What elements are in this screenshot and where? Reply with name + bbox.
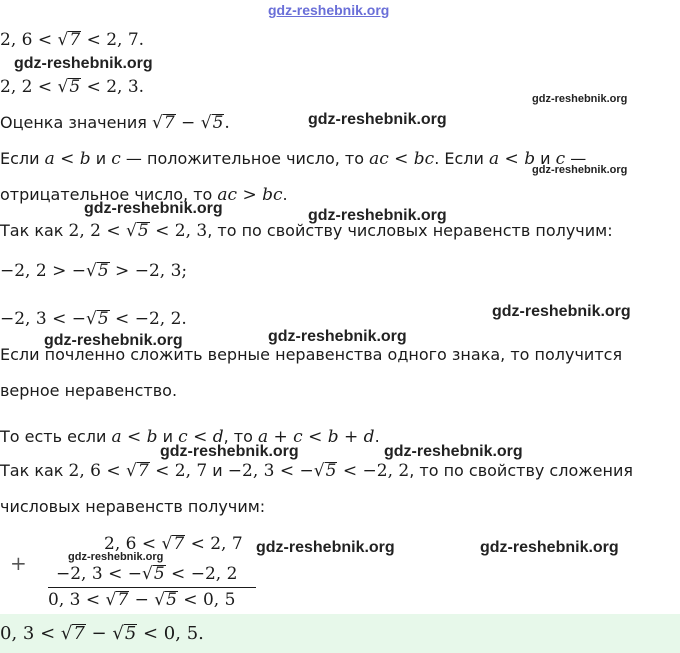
- sum-divider: [48, 587, 256, 588]
- radicand: 7: [117, 590, 129, 610]
- text-part: , то по свойству сложения: [409, 461, 633, 480]
- rule-positive: [0, 149, 586, 169]
- radicand: 5: [325, 461, 337, 481]
- math-part: 2, 6 <: [68, 461, 127, 481]
- sqrt-sign: √: [141, 564, 153, 584]
- watermark: gdz-reshebnik.org: [492, 303, 631, 320]
- sum-row-2: [56, 564, 237, 584]
- sqrt-sign: √: [57, 30, 69, 50]
- expr-part: 2, 2 <: [0, 77, 58, 97]
- sqrt-sign: √: [161, 534, 173, 554]
- radicand: 7: [69, 30, 81, 50]
- watermark-top: gdz-reshebnik.org: [268, 2, 390, 18]
- negated-inequality: [0, 261, 187, 281]
- math-part: a < b: [44, 149, 91, 169]
- radicand: 5: [97, 309, 109, 329]
- radicand: 5: [137, 221, 149, 241]
- expr-part: < −2, 2: [165, 564, 238, 584]
- expr-part: < 2, 7: [185, 534, 243, 554]
- addition-rule-end: верное неравенство.: [0, 381, 178, 400]
- text-part: , то по свойству числовых неравенств получим:: [207, 221, 613, 240]
- math-part: c: [111, 149, 121, 169]
- radicand: 5: [69, 77, 81, 97]
- math-part: ac < bc: [369, 149, 435, 169]
- text-part: и: [535, 149, 556, 168]
- text-part: —: [565, 149, 587, 168]
- watermark: gdz-reshebnik.org: [68, 551, 164, 563]
- text-part: и: [157, 427, 179, 446]
- watermark: gdz-reshebnik.org: [532, 93, 628, 105]
- expr-part: −2, 3 < −: [56, 564, 142, 584]
- expr-part: > −2, 3;: [109, 261, 188, 281]
- reversed-inequality: [0, 309, 187, 329]
- watermark: gdz-reshebnik.org: [308, 111, 447, 128]
- watermark: gdz-reshebnik.org: [480, 539, 619, 556]
- radicand: 5: [166, 590, 177, 610]
- expr-part: < 2, 7.: [81, 30, 145, 50]
- radicand: 7: [163, 113, 175, 133]
- watermark: gdz-reshebnik.org: [84, 200, 223, 217]
- text-part: Оценка значения: [0, 113, 152, 132]
- expr-part: 2, 6 <: [0, 30, 58, 50]
- sqrt-sign: √: [313, 461, 325, 481]
- sqrt-sign: √: [85, 309, 97, 329]
- text-part: — положительное число, то: [120, 149, 370, 168]
- expr-part: −: [175, 113, 201, 133]
- math-part: 2, 2 <: [68, 221, 127, 241]
- sqrt-sign: √: [57, 77, 69, 97]
- expr-part: < 2, 3.: [81, 77, 145, 97]
- expr-part: −: [129, 590, 155, 610]
- watermark: gdz-reshebnik.org: [256, 539, 395, 556]
- sqrt-sign: √: [126, 221, 137, 241]
- math-part: a < b: [489, 149, 536, 169]
- text-part: Так как: [0, 461, 69, 480]
- expr-part: 0, 3 <: [0, 623, 61, 644]
- expr-part: −: [85, 623, 113, 644]
- watermark: gdz-reshebnik.org: [14, 55, 153, 72]
- sum-result: [48, 590, 235, 610]
- sqrt-sign: √: [112, 623, 124, 644]
- watermark: gdz-reshebnik.org: [44, 332, 183, 349]
- math-part: a + c < b + d: [257, 427, 375, 447]
- radicand: 7: [173, 534, 185, 554]
- expr-part: < 0, 5.: [137, 623, 204, 644]
- math-part: c: [555, 149, 566, 169]
- text-part: Если: [0, 149, 45, 168]
- sqrt-sign: √: [200, 113, 212, 133]
- radicand: 5: [97, 261, 109, 281]
- radicand: 7: [73, 623, 85, 644]
- watermark: gdz-reshebnik.org: [160, 443, 299, 460]
- expr-part: < 0, 5: [177, 590, 236, 610]
- sqrt-sign: √: [126, 461, 137, 481]
- math-part: ac > bc: [217, 185, 283, 205]
- watermark: gdz-reshebnik.org: [384, 443, 523, 460]
- we-get: числовых неравенств получим:: [0, 497, 266, 516]
- text-part: .: [374, 427, 380, 446]
- sqrt-sign: √: [85, 261, 97, 281]
- inequality-sqrt7: [0, 30, 144, 50]
- text-part: . Если: [434, 149, 490, 168]
- text-part: и: [207, 461, 228, 480]
- addition-rule: Если почленно сложить верные неравенства одного знака, то получится: [0, 345, 623, 364]
- radicand: 5: [124, 623, 137, 644]
- math-part: a < b: [111, 427, 158, 447]
- since-statement: [0, 221, 613, 241]
- watermark: gdz-reshebnik.org: [532, 164, 628, 176]
- estimate-heading: [0, 113, 230, 133]
- expr-part: 2, 6 <: [104, 534, 162, 554]
- math-part: < 2, 3: [149, 221, 208, 241]
- watermark: gdz-reshebnik.org: [268, 328, 407, 345]
- text-part: отрицательное число, то: [0, 185, 218, 204]
- sqrt-sign: √: [60, 623, 73, 644]
- expr-part: −2, 2 > −: [0, 261, 86, 281]
- text-part: Так как: [0, 221, 69, 240]
- expr-part: < −2, 2.: [109, 309, 187, 329]
- math-part: < −2, 2: [337, 461, 410, 481]
- math-part: c < d: [178, 427, 224, 447]
- expr-part: .: [224, 113, 230, 133]
- math-part: −2, 3 < −: [227, 461, 314, 481]
- final-answer: [0, 623, 204, 644]
- sqrt-sign: √: [151, 113, 163, 133]
- radicand: 7: [137, 461, 149, 481]
- text-part: , то: [223, 427, 258, 446]
- sqrt-sign: √: [105, 590, 117, 610]
- sqrt-sign: √: [154, 590, 166, 610]
- expr-part: −2, 3 < −: [0, 309, 86, 329]
- radicand: 5: [212, 113, 224, 133]
- plus-sign: +: [10, 551, 27, 575]
- since-statement-2: [0, 461, 633, 481]
- text-part: и: [90, 149, 112, 168]
- expr-part: 0, 3 <: [48, 590, 106, 610]
- inequality-sqrt5: [0, 77, 144, 97]
- radicand: 5: [153, 564, 165, 584]
- text-part: .: [282, 185, 288, 204]
- text-part: То есть если: [0, 427, 112, 446]
- watermark: gdz-reshebnik.org: [308, 207, 447, 224]
- math-part: < 2, 7: [149, 461, 208, 481]
